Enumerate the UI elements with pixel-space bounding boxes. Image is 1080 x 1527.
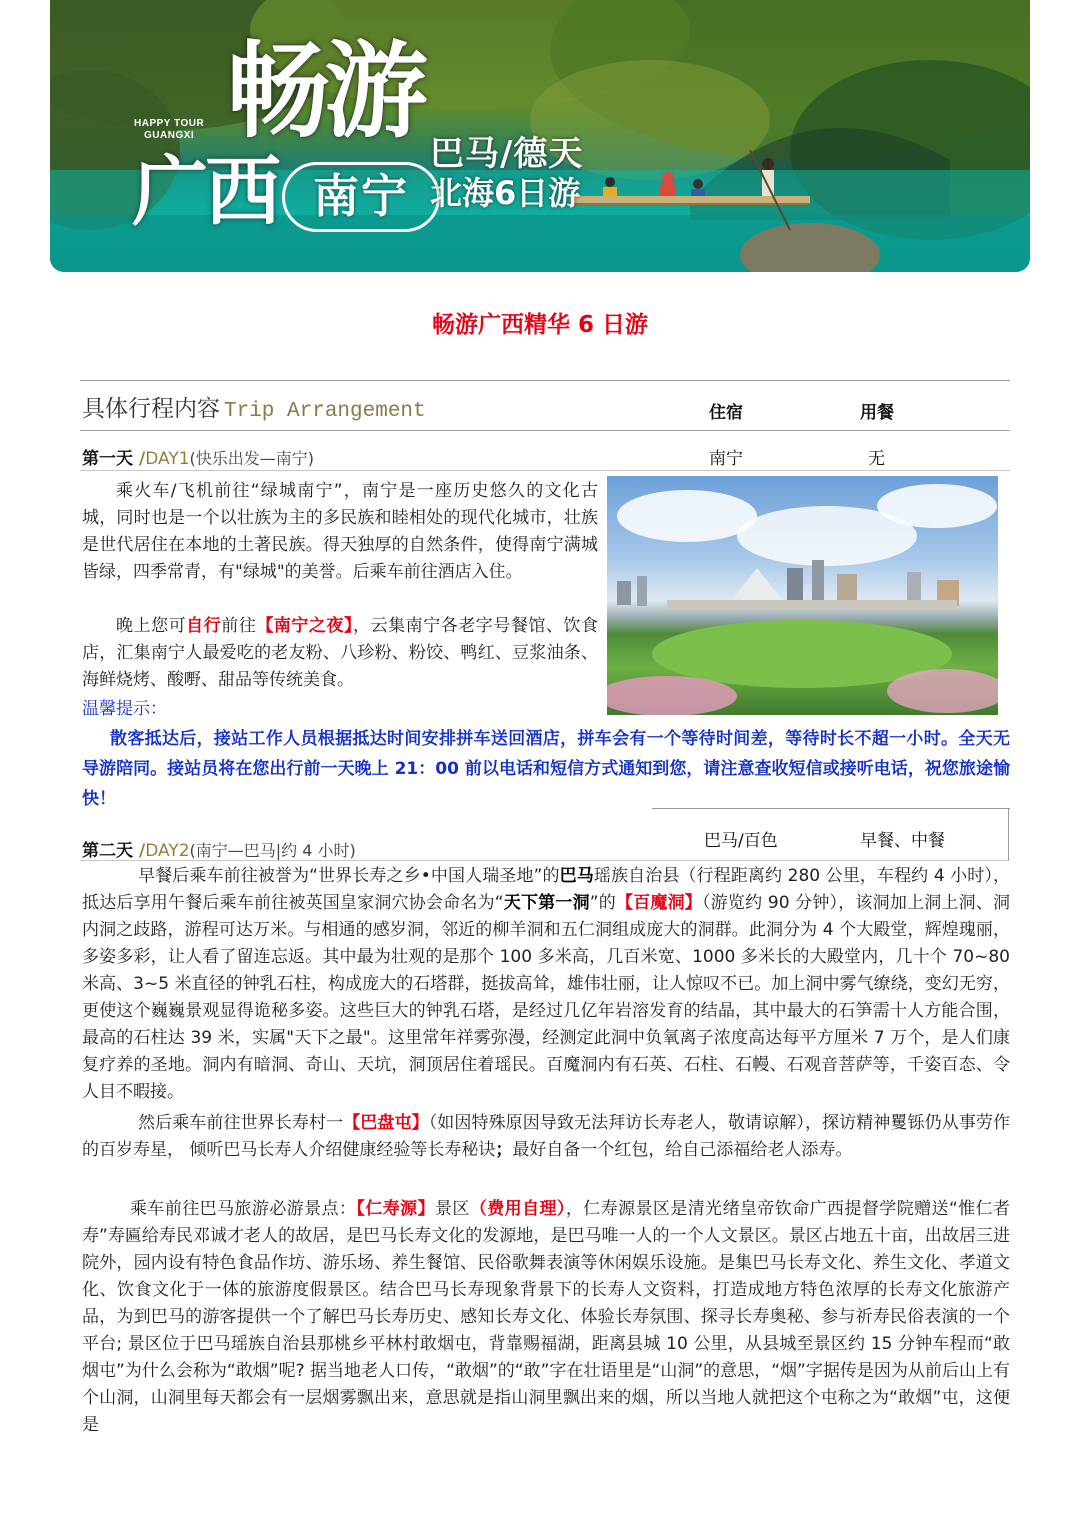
column-header-meal: 用餐	[860, 403, 894, 423]
day2-p3-self-pay: （费用自理）	[469, 1199, 566, 1219]
day2-p2-bapan-village: 【巴盘屯】	[343, 1113, 429, 1133]
banner-title-guangxi: 广西	[132, 147, 278, 236]
day2-p1-text-a: 早餐后乘车前往被誉为“世界长寿之乡•中国人瑞圣地”的	[138, 866, 560, 886]
day2-p1-baimo-cave: 【百魔洞】	[616, 893, 702, 913]
banner-subtitle-1: 巴马/德天	[430, 134, 584, 174]
day2-slash: /	[139, 841, 146, 861]
day1-daynum: DAY1	[145, 449, 190, 469]
banner-title-nanning: 南宁	[282, 162, 440, 232]
day2-meal: 早餐、中餐	[860, 831, 945, 851]
day2-p1-text-e: ”的	[589, 893, 616, 913]
day2-p2-semicolon: ；	[495, 1140, 513, 1160]
day2-p2-text-c: （如因特殊原因导致无法拜访长寿老人，敬请谅解），探访精神矍铄仍从事劳作的百岁寿星， 倾听巴马长寿人介绍健康经验等长寿秘诀	[82, 1113, 1011, 1160]
day1-stay: 南宁	[709, 449, 743, 469]
day2-p2-text-a: 然后乘车前往世界长寿村一	[138, 1113, 344, 1133]
nanning-city-photo	[607, 476, 998, 715]
day2-top-rule	[652, 808, 1010, 809]
day2-p1-text-g: （游览约 90 分钟），该洞加上洞上洞、洞内洞之歧路，游程可达万米。与相通的感岁洞，邻近的柳羊洞和五仁洞组成庞大的洞群。此洞分为 4 个大殿堂，辉煌瑰丽，多姿多彩，让人看了留连忘返。其中最为壮观的是那个 100 多米高，几百米宽、1000 多米长的大殿堂内，几十个 70~80 米高、3~5 米直径的钟乳石柱，构成庞大的石塔群，挺拔高耸，雄伟壮丽，让人惊叹不已。加上洞中雾气缭绕，变幻无穷，更使这个巍巍景观显得诡秘多姿。这些巨大的钟乳石塔，是经过几亿年岩溶发育的结晶，其中最大的石笋需十人方能合围，最高的石柱达 39 米，实属"天下之最"。这里常年祥雾弥漫，经测定此洞中负氧离子浓度高达每平方厘米 7 万个，是人们康复疗养的圣地。洞内有暗洞、奇山、天坑，洞顶居住着瑶民。百魔洞内有石英、石柱、石幔、石观音菩萨等，千姿百态、令人目不暇接。	[82, 893, 1011, 1102]
day1-tip-text: 散客抵达后，接站工作人员根据抵达时间安排拼车送回酒店，拼车会有一个等待时间差，等待时长不超一小时。全天无导游陪同。接站员将在您出行前一天晚上 21：00 前以电话和短信方式通知到您，请注意查收短信或接听电话，祝您旅途愉快！	[82, 729, 1010, 809]
day1-p2-self-guided: 自行	[186, 616, 222, 636]
day1-p2-text-a: 晚上您可	[116, 616, 187, 636]
day2-p3-text-c: 景区	[434, 1199, 470, 1219]
page-title: 畅游广西精华 6 日游	[431, 312, 649, 338]
day1-meal: 无	[868, 449, 885, 469]
day2-paragraph-3	[82, 1196, 1010, 1439]
day1-p2-text-e: ，云集南宁各老字号餐馆、饮食店，汇集南宁人最爱吃的老友粉、八珍粉、粉饺、鸭红、豆浆油条、海鲜烧烤、酸嘢、甜品等传统美食。	[82, 616, 599, 690]
day2-daynum: DAY2	[145, 841, 190, 861]
day1-tip-label: 温馨提示：	[82, 699, 167, 719]
banner-logo-line2: GUANGXI	[144, 130, 195, 141]
day1-paragraph-2	[82, 613, 598, 694]
day2-p1-text-c: 瑶族自治县（行程距离约 280 公里，车程约 4 小时），抵达后享用午餐后乘车前往被英国皇家洞穴协会命名为“	[82, 866, 1010, 913]
day2-row	[82, 836, 356, 861]
day2-p3-text-e: ，仁寿源景区是清光绪皇帝钦命广西提督学院赠送“惟仁者寿”寿匾给寿民邓诚才老人的故居，是巴马长寿文化的发源地，是巴马唯一人的一个人文景区。景区占地五十亩，出故居三进院外，园内设有特色食品作坊、游乐场、养生餐馆、民俗歌舞表演等休闲娱乐设施。是集巴马长寿文化、养生文化、孝道文化、饮食文化于一体的旅游度假景区。结合巴马长寿现象背景下的长寿人文资料，打造成地方特色浓厚的长寿文化旅游产品，为到巴马的游客提供一个了解巴马长寿历史、感知长寿文化、体验长寿氛围、探寻长寿奥秘、参与祈寿民俗表演的一个平台; 景区位于巴马瑶族自治县那桃乡平林村敢烟屯，背靠赐福湖，距离县城 10 公里，从县城至景区约 15 分钟车程而“敢烟屯”为什么会称为“敢烟”呢? 据当地老人口传，“敢烟”的“敢”字在壮语里是“山洞”的意思，“烟”字据传是因为从前后山上有个山洞，山洞里每天都会有一层烟雾飘出来，意思就是指山洞里飘出来的烟，所以当地人就把这个屯称之为“敢烟”屯，这便是	[82, 1199, 1011, 1435]
banner-logo-line1: HAPPY TOUR	[134, 118, 205, 129]
day2-p1-bama: 巴马	[559, 866, 594, 886]
header-top-rule	[80, 380, 1010, 381]
day1-p2-nanning-night: 【南宁之夜】	[256, 616, 354, 636]
day1-route: (快乐出发—南宁)	[189, 449, 315, 468]
day2-route: (南宁—巴马|约 4 小时)	[189, 841, 356, 860]
day2-p3-renshouyuan: 【仁寿源】	[356, 1199, 435, 1219]
day1-p2-text-c: 前往	[221, 616, 257, 636]
day2-p2-text-e: 最好自备一个红包，给自己添福给老人添寿。	[512, 1140, 853, 1160]
day1-label: 第一天	[82, 449, 133, 469]
day1-slash: /	[139, 449, 146, 469]
day2-paragraph-1	[82, 863, 1010, 1106]
section-heading-cn: 具体行程内容	[82, 396, 220, 422]
banner-subtitle-2: 北海6日游	[430, 174, 581, 212]
day2-right-border	[1008, 808, 1009, 860]
banner-logo	[134, 118, 204, 142]
day1-row	[82, 444, 314, 469]
column-header-stay: 住宿	[709, 403, 743, 423]
day2-rule	[80, 860, 1010, 861]
day2-stay: 巴马/百色	[704, 831, 778, 851]
section-heading-en: Trip Arrangement	[224, 400, 426, 423]
nanning-city-illustration	[607, 476, 998, 715]
section-heading	[82, 390, 426, 423]
hero-banner	[50, 0, 1030, 272]
banner-title-changyou: 畅游	[226, 30, 423, 152]
day2-label: 第二天	[82, 841, 133, 861]
day1-paragraph-1: 乘火车/飞机前往“绿城南宁”，南宁是一座历史悠久的文化古城，同时也是一个以壮族为主的多民族和睦相处的现代化城市，壮族是世代居住在本地的土著民族。得天独厚的自然条件，使得南宁满城皆绿，四季常青，有"绿城"的美誉。后乘车前往酒店入住。	[82, 481, 598, 582]
day2-p3-text-a: 乘车前往巴马旅游必游景点：	[130, 1199, 357, 1219]
header-bottom-rule	[80, 430, 1010, 431]
day2-p1-first-cave: 天下第一洞	[503, 893, 590, 913]
day1-rule	[80, 470, 1010, 471]
day2-paragraph-2	[82, 1110, 1010, 1164]
